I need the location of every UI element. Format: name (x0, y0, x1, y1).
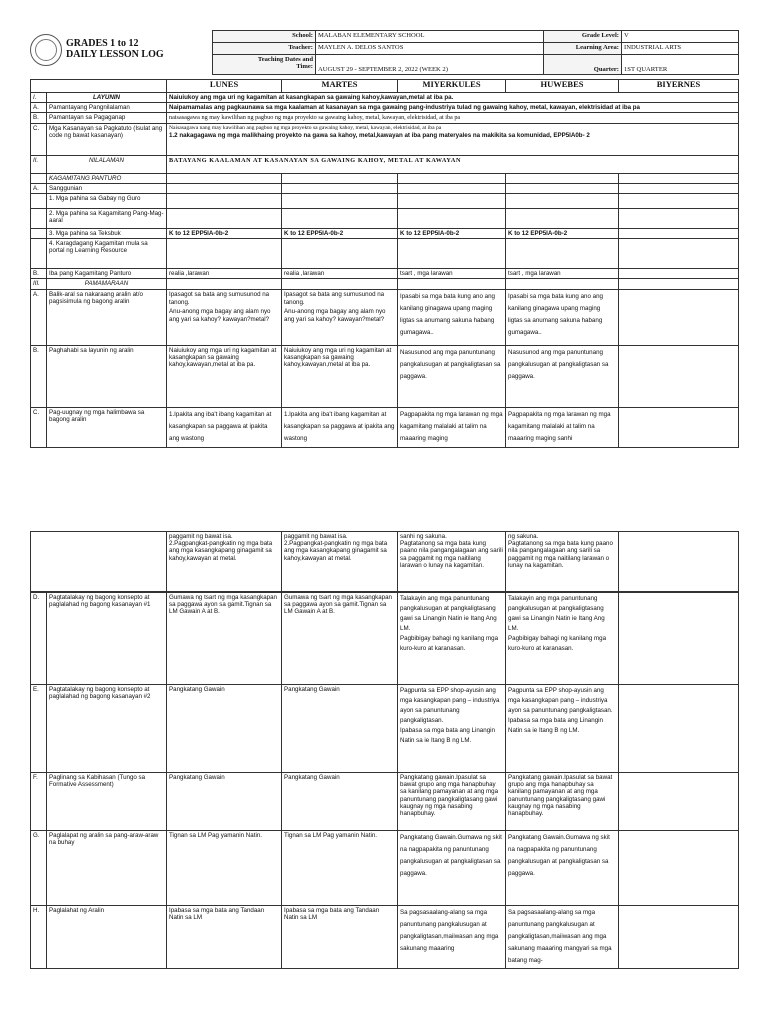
paglalahat-martes: Ipabasa sa mga bata ang Tandaan Natin sa LM (282, 906, 398, 969)
balik-aral-miyerkules: Ipasabi sa mga bata kung ano ang kanilang ginagawa upang maging ligtas sa anumang sakuna habang gumagawa.. (398, 289, 506, 345)
row-label-pamamaraan: PAMAMARAAN (47, 279, 167, 289)
pamantayan-pagganap-text: naisasagawa ng may kawilihan ng pagbuo ng mga proyekto sa gawaing kahoy, metal, kawayan, elektrisidad, at iba pa (167, 113, 739, 123)
row-label-karagdagang-kagamitan: 4. Karagdagang Kagamitan mula sa portal ng Learning Resource (47, 239, 167, 269)
pagtatalakay1-martes: Gumawa ng tsart ng mga kasangkapan sa paggawa ayon sa gamit.Tignan sa LM Gawain A at B. (282, 593, 398, 685)
document-title (66, 38, 164, 60)
balik-aral-lunes: Ipasagot sa bata ang sumusunod na tanong. Anu-anong mga bagay ang alam nyo ang yari sa kahoy? kawayan?metal? (167, 289, 282, 345)
teksbuk-martes: K to 12 EPP5IA-0b-2 (282, 229, 398, 239)
row-label-paglinang: Paglinang sa Kabihasan (Tungo sa Formative Assessment) (47, 773, 167, 831)
balik-aral-huwebes: Ipasabi sa mga bata kung ano ang kanilang ginagawa upang maging ligtas sa anumang sakuna habang gumagawa.. (506, 289, 619, 345)
row-label-kagamitang-panturo: KAGAMITANG PANTURO (47, 173, 167, 183)
dates-value: AUGUST 29 - SEPTEMBER 2, 2022 (WEEK 2) (316, 55, 544, 75)
pamantayang-pangnilalaman-text: Naipamamalas ang pagkaunawa sa mga kaalaman at kasanayan sa mga gawaing pang-industriya tulad ng gawaing kahoy, metal, kawayan, elektrisidad at iba pa (167, 103, 739, 113)
paglalahat-huwebes: Sa pagsasaalang-alang sa mga panuntunang pangkalusugan at pangkaligtasan,maiiwasan ang mga sakunang maaaring mangyari sa mga batang mag- (506, 906, 619, 969)
paglinang-miyerkules: Pangkatang gawain.Ipasulat sa bawat grupo ang mga hanapbuhay sa kanilang pamayanan at ang mga panuntunang pangkaligtasang gawi kaugnay ng mga nasabing hanapbuhay. (398, 773, 506, 831)
paghahabi-miyerkules: Nasusunod ang mga panuntunang pangkalusugan at pangkaligtasan sa paggawa. (398, 345, 506, 407)
paghahabi-huwebes: Nasusunod ang mga panuntunang pangkalusugan at pangkaligtasan sa paggawa. (506, 345, 619, 407)
row-num: C. (31, 123, 47, 155)
row-label-balik-aral: Balik-aral sa nakaraang aralin at/o pagsisimula ng bagong aralin (47, 289, 167, 345)
row-num: B. (31, 113, 47, 123)
day-martes: MARTES (282, 80, 398, 93)
corner-cell (31, 80, 167, 93)
row-label-pamantayan-pagganap: Pamantayan sa Pagaganap (47, 113, 167, 123)
row-label-kagamitang-mag-aaral: 2. Mga pahina sa Kagamitang Pang-Mag-aaral (47, 209, 167, 229)
pagtatalakay2-huwebes: Pagpunta sa EPP shop-ayusin ang mga kasangkapan pang – industriya ayon sa panuntunang pangkaligtasan. Ipabasa sa mga bata ang Linangin Natin sa ie Itang B ng LM. (506, 685, 619, 773)
iba-pang-martes: realia ,larawan (282, 269, 398, 279)
row-label-kasanayan: Mga Kasanayan sa Pagkatuto (Isulat ang code ng bawat kasanayan) (47, 123, 167, 155)
paglinang-lunes: Pangkatang Gawain (167, 773, 282, 831)
row-num: III. (31, 279, 47, 289)
row-label-sanggunian: Sanggunian (47, 183, 167, 193)
day-miyerkules: MIYERKULES (398, 80, 506, 93)
teksbuk-miyerkules: K to 12 EPP5IA-0b-2 (398, 229, 506, 239)
grade-value: V (622, 31, 739, 43)
paguugnay-martes: 1.Ipakita ang iba't ibang kagamitan at kasangkapan sa paggawa at ipakita ang wastong (282, 407, 398, 447)
paglalapat-lunes: Tignan sa LM Pag yamanin Natin. (167, 831, 282, 906)
row-label-paglalahat: Paglalahat ng Aralin (47, 906, 167, 969)
pagtatalakay1-miyerkules: Talakayin ang mga panuntunang pangkalusugan at pangkaligtasang gawi sa Linangin Natin ie Itang Ang LM. Pagbibigay bahagi ng kanilang mga kuro-kuro at karanasan. (398, 593, 506, 685)
row-label-layunin: LAYUNIN (47, 93, 167, 103)
row-num: D. (31, 593, 47, 685)
lesson-log-table-2 (30, 531, 738, 969)
area-value: INDUSTRIAL ARTS (622, 43, 739, 55)
paglinang-huwebes: Pangkatang gawain.Ipasulat sa bawat grupo ang mga hanapbuhay sa kanilang pamayanan at ang mga panuntunang pangkaligtasang gawi kaugnay ng mga nasabing hanapbuhay. (506, 773, 619, 831)
iba-pang-lunes: realia ,larawan (167, 269, 282, 279)
row-num: I. (31, 93, 47, 103)
day-huwebes: HUWEBES (506, 80, 619, 93)
cont-martes: paggamit ng bawat isa. 2.Pagpangkat-pangkatin ng mga bata ang mga kasangkapang ginagamit sa kahoy,kawayan at metal. (282, 532, 398, 592)
lesson-log-table-1 (30, 79, 738, 448)
row-num: A. (31, 103, 47, 113)
deped-seal-icon (30, 34, 62, 66)
row-num: H. (31, 906, 47, 969)
paguugnay-lunes: 1.Ipakita ang iba't ibang kagamitan at kasangkapan sa paggawa at ipakita ang wastong (167, 407, 282, 447)
cont-lunes: paggamit ng bawat isa. 2.Pagpangkat-pangkatin ng mga bata ang mga kasangkapang ginagamit sa kahoy,kawayan at metal. (167, 532, 282, 592)
paglalapat-miyerkules: Pangkatang Gawain.Gumawa ng skit na nagpapakita ng panuntunang pangkalusugan at pangkaligtasan sa paggawa. (398, 831, 506, 906)
school-value: MALABAN ELEMENTARY SCHOOL (316, 31, 544, 43)
balik-aral-martes: Ipasagot sa bata ang sumusunod na tanong. Anu-anong mga bagay ang alam nyo ang yari sa kahoy? kawayan?metal? (282, 289, 398, 345)
nilalaman-text: BATAYANG KAALAMAN AT KASANAYAN SA GAWAING KAHOY, METAL AT KAWAYAN (167, 155, 739, 173)
teacher-label: Teacher: (213, 43, 316, 55)
row-label-teksbuk: 3. Mga pahina sa Teksbuk (47, 229, 167, 239)
paguugnay-miyerkules: Pagpapakita ng mga larawan ng mga kagamitang malalaki at talim na maaaring maging (398, 407, 506, 447)
row-num: II. (31, 155, 47, 173)
layunin-text: Naiuiukoy ang mga uri ng kagamitan at kasangkapan sa gawaing kahoy,kawayan,metal at iba pa. (167, 93, 739, 103)
paglinang-martes: Pangkatang Gawain (282, 773, 398, 831)
pagtatalakay2-lunes: Pangkatang Gawain (167, 685, 282, 773)
pagtatalakay2-martes: Pangkatang Gawain (282, 685, 398, 773)
paghahabi-martes: Naiuiukoy ang mga uri ng kagamitan at kasangkapan sa gawaing kahoy,kawayan,metal at iba pa. (282, 345, 398, 407)
row-label-paglalapat: Paglalapat ng aralin sa pang-araw-araw na buhay (47, 831, 167, 906)
row-label-nilalaman: NILALAMAN (47, 155, 167, 173)
dates-label: Teaching Dates and Time: (213, 55, 316, 75)
paghahabi-lunes: Naiuiukoy ang mga uri ng kagamitan at kasangkapan sa gawaing kahoy,kawayan,metal at iba pa. (167, 345, 282, 407)
title-line-2: DAILY LESSON LOG (66, 49, 164, 60)
paglalahat-lunes: Ipabasa sa mga bata ang Tandaan Natin sa LM (167, 906, 282, 969)
row-label-pamantayang-pangnilalaman: Pamantayang Pangnilalaman (47, 103, 167, 113)
area-label: Learning Area: (544, 43, 622, 55)
pagtatalakay1-lunes: Gumawa ng tsart ng mga kasangkapan sa paggawa ayon sa gamit.Tignan sa LM Gawain A at B. (167, 593, 282, 685)
row-label-pagtatalakay-2: Pagtatalakay ng bagong konsepto at paglalahad ng bagong kasanayan #2 (47, 685, 167, 773)
row-num: G. (31, 831, 47, 906)
day-biyernes: BIYERNES (619, 80, 739, 93)
school-label: School: (213, 31, 316, 43)
paglalapat-huwebes: Pangkatang Gawain.Gumawa ng skit na nagpapakita ng panuntunang pangkalusugan at pangkaligtasan sa paggawa. (506, 831, 619, 906)
kasanayan-text: Naisasagawa nang may kawilihan ang pagbuo ng mga proyekto sa gawaing kahoy, metal, kawayan, elektrisidad, at iba pa 1.2 nakagagawa ng mga malikhaing proyekto na gawa sa kahoy, metal,kawayan at iba pang materyales na makikita sa komunidad, EPP5IA0b- 2 (167, 123, 739, 155)
day-lunes: LUNES (167, 80, 282, 93)
grade-label: Grade Level: (544, 31, 622, 43)
row-num: B. (31, 345, 47, 407)
teacher-value: MAYLEN A. DELOS SANTOS (316, 43, 544, 55)
row-num: E. (31, 685, 47, 773)
paglalapat-martes: Tignan sa LM Pag yamanin Natin. (282, 831, 398, 906)
title-line-1: GRADES 1 to 12 (66, 38, 139, 49)
cont-huwebes: ng sakuna. Pagtatanong sa mga bata kung paano nila pangangalagaan ang sarili sa paggamit ng mga naitilang larawan o lunay na kagamitan. (506, 532, 619, 592)
row-num: F. (31, 773, 47, 831)
row-label-gabay-guro: 1. Mga pahina sa Gabay ng Guro (47, 194, 167, 209)
row-label-pagtatalakay-1: Pagtatalakay ng bagong konsepto at paglalahad ng bagong kasanayan #1 (47, 593, 167, 685)
row-label-iba-pang-kagamitan: Iba pang Kagamitang Panturo (47, 269, 167, 279)
quarter-label: Quarter: (544, 55, 622, 75)
iba-pang-huwebes: tsart , mga larawan (506, 269, 619, 279)
pagtatalakay2-miyerkules: Pagpunta sa EPP shop-ayusin ang mga kasangkapan pang – industriya ayon sa panuntunang pangkaligtasan. Ipabasa sa mga bata ang Linangin Natin sa ie Itang B ng LM. (398, 685, 506, 773)
iba-pang-miyerkules: tsart , mga larawan (398, 269, 506, 279)
row-num: A. (31, 289, 47, 345)
paglalahat-miyerkules: Sa pagsasaalang-alang sa mga panuntunang pangkalusugan at pangkaligtasan,maiiwasan ang mga sakunang maaaring (398, 906, 506, 969)
row-num: C. (31, 407, 47, 447)
row-label-paguugnay: Pag-uugnay ng mga halimbawa sa bagong aralin (47, 407, 167, 447)
cont-miyerkules: sanhi ng sakuna. Pagtatanong sa mga bata kung paano nila pangangalagaan ang sarili sa paggamit ng mga naitilang larawan o lunay na kagamitan. (398, 532, 506, 592)
row-num: B. (31, 269, 47, 279)
paguugnay-huwebes: Pagpapakita ng mga larawan ng mga kagamitang malalaki at talim na maaaring maging sanhi (506, 407, 619, 447)
row-num: A. (31, 183, 47, 193)
header-info (212, 30, 738, 75)
teksbuk-lunes: K to 12 EPP5IA-0b-2 (167, 229, 282, 239)
row-label-paghahabi: Paghahabi sa layunin ng aralin (47, 345, 167, 407)
pagtatalakay1-huwebes: Talakayin ang mga panuntunang pangkalusugan at pangkaligtasang gawi sa Linangin Natin ie Itang Ang LM. Pagbibigay bahagi ng kanilang mga kuro-kuro at karanasan. (506, 593, 619, 685)
teksbuk-huwebes: K to 12 EPP5IA-0b-2 (506, 229, 619, 239)
quarter-value: 1ST QUARTER (622, 55, 739, 75)
